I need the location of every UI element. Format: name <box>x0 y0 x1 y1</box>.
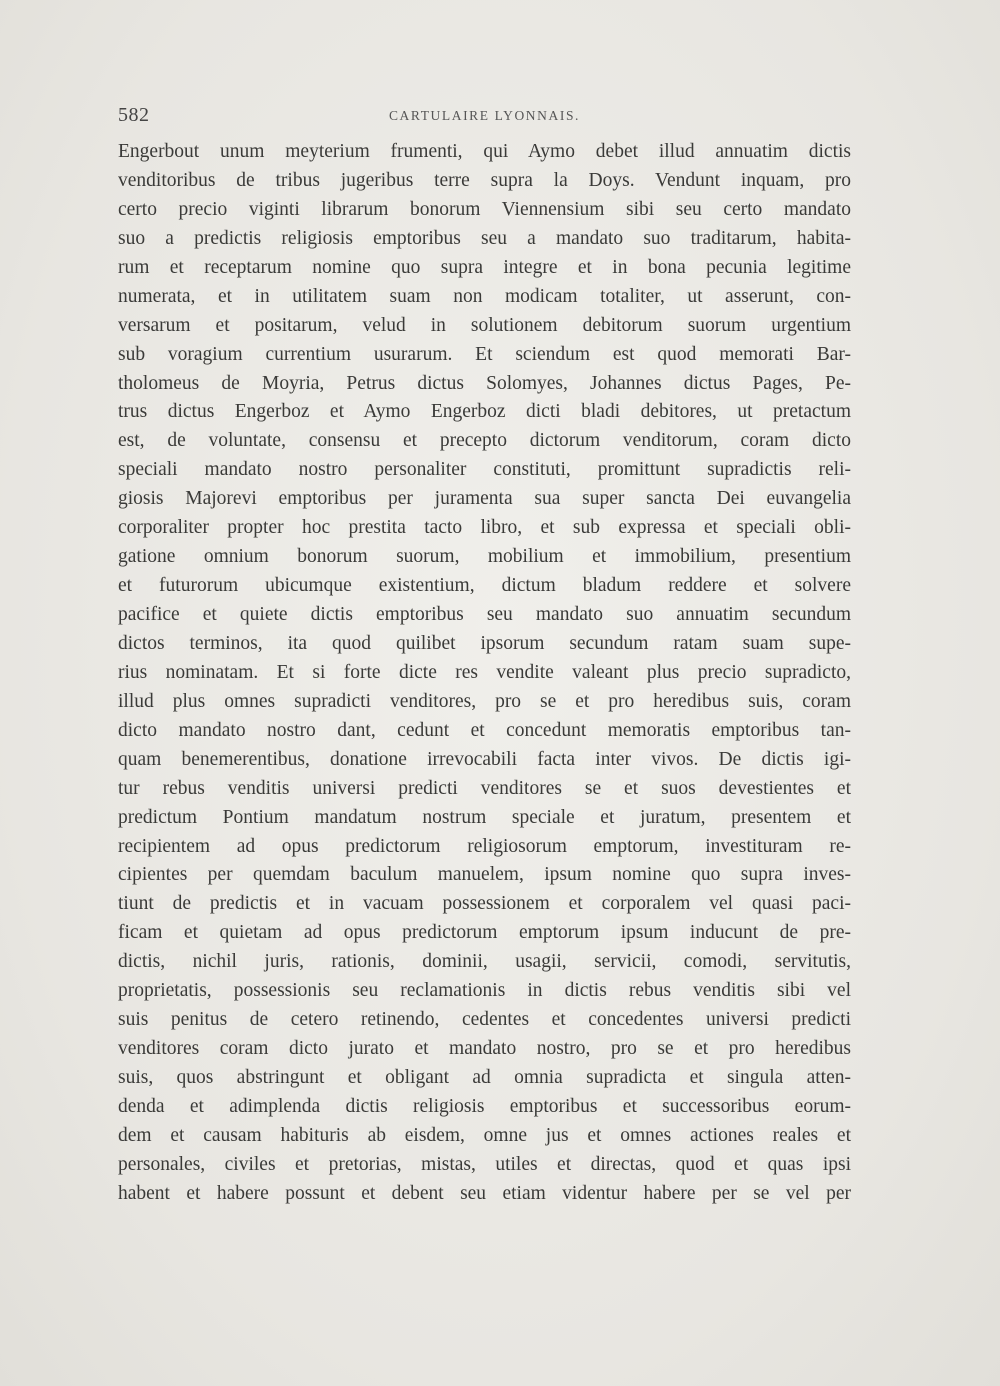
text-line: rum et receptarum nomine quo supra integre et in bona pecunia legitime <box>118 256 851 278</box>
text-line: tur rebus venditis universi predicti venditores se et suos devestientes et <box>118 777 851 799</box>
text-line: suis penitus de cetero retinendo, cedentes et concedentes universi predicti <box>118 1009 851 1031</box>
text-line: denda et adimplenda dictis religiosis emptoribus et successoribus eorum- <box>118 1095 851 1117</box>
text-line: ficam et quietam ad opus predictorum emptorum ipsum inducunt de pre- <box>118 922 851 944</box>
text-line: trus dictus Engerboz et Aymo Engerboz dicti bladi debitores, ut pretactum <box>118 401 851 423</box>
text-line: cipientes per quemdam baculum manuelem, ipsum nomine quo supra inves- <box>118 864 851 886</box>
text-line: giosis Majorevi emptoribus per juramenta sua super sancta Dei euvangelia <box>118 488 851 510</box>
running-head <box>118 104 851 130</box>
text-line: habent et habere possunt et debent seu etiam videntur habere per se vel per <box>118 1182 851 1204</box>
text-line: tholomeus de Moyria, Petrus dictus Solomyes, Johannes dictus Pages, Pe- <box>118 372 851 394</box>
text-line: dictos terminos, ita quod quilibet ipsorum secundum ratam suam supe- <box>118 632 851 654</box>
text-line: personales, civiles et pretorias, mistas, utiles et directas, quod et quas ipsi <box>118 1153 851 1175</box>
text-line: corporaliter propter hoc prestita tacto libro, et sub expressa et speciali obli- <box>118 517 851 539</box>
text-line: suo a predictis religiosis emptoribus seu a mandato suo traditarum, habita- <box>118 227 851 249</box>
text-line: dem et causam habituris ab eisdem, omne jus et omnes actiones reales et <box>118 1124 851 1146</box>
text-line: versarum et positarum, velud in solutionem debitorum suorum urgentium <box>118 314 851 336</box>
text-line: suis, quos abstringunt et obligant ad omnia supradicta et singula atten- <box>118 1067 851 1088</box>
text-line: illud plus omnes supradicti venditores, pro se et pro heredibus suis, coram <box>118 690 851 712</box>
text-line: recipientem ad opus predictorum religiosorum emptorum, investituram re- <box>118 835 851 857</box>
text-line: pacifice et quiete dictis emptoribus seu mandato suo annuatim secundum <box>118 604 851 625</box>
text-line: dictis, nichil juris, rationis, dominii, usagii, servicii, comodi, servitutis, <box>118 951 851 973</box>
text-line: et futurorum ubicumque existentium, dictum bladum reddere et solvere <box>118 575 851 597</box>
text-line: gatione omnium bonorum suorum, mobilium et immobilium, presentium <box>118 546 851 568</box>
text-line: predictum Pontium mandatum nostrum speciale et juratum, presentem et <box>118 806 851 828</box>
page-number: 582 <box>118 104 150 126</box>
text-line: sub voragium currentium usurarum. Et sciendum est quod memorati Bar- <box>118 343 851 365</box>
text-line: venditores coram dicto jurato et mandato nostro, pro se et pro heredibus <box>118 1038 851 1060</box>
text-line: proprietatis, possessionis seu reclamationis in dictis rebus venditis sibi vel <box>118 980 851 1002</box>
text-line: numerata, et in utilitatem suam non modicam totaliter, ut asserunt, con- <box>118 285 851 307</box>
text-line: Engerbout unum meyterium frumenti, qui Aymo debet illud annuatim dictis <box>118 141 851 162</box>
text-line: est, de voluntate, consensu et precepto dictorum venditorum, coram dicto <box>118 430 851 452</box>
text-line: rius nominatam. Et si forte dicte res vendite valeant plus precio supradicto, <box>118 661 851 683</box>
text-line: tiunt de predictis et in vacuam possessionem et corporalem vel quasi paci- <box>118 893 851 915</box>
text-line: quam benemerentibus, donatione irrevocabili facta inter vivos. De dictis igi- <box>118 748 851 770</box>
body-text <box>118 138 851 1209</box>
text-line: venditoribus de tribus jugeribus terre supra la Doys. Vendunt inquam, pro <box>118 169 851 191</box>
text-line: dicto mandato nostro dant, cedunt et concedunt memoratis emptoribus tan- <box>118 719 851 741</box>
running-title: CARTULAIRE LYONNAIS. <box>388 108 581 123</box>
text-line: certo precio viginti librarum bonorum Viennensium sibi seu certo mandato <box>118 198 851 220</box>
text-line: speciali mandato nostro personaliter constituti, promittunt supradictis reli- <box>118 459 851 481</box>
